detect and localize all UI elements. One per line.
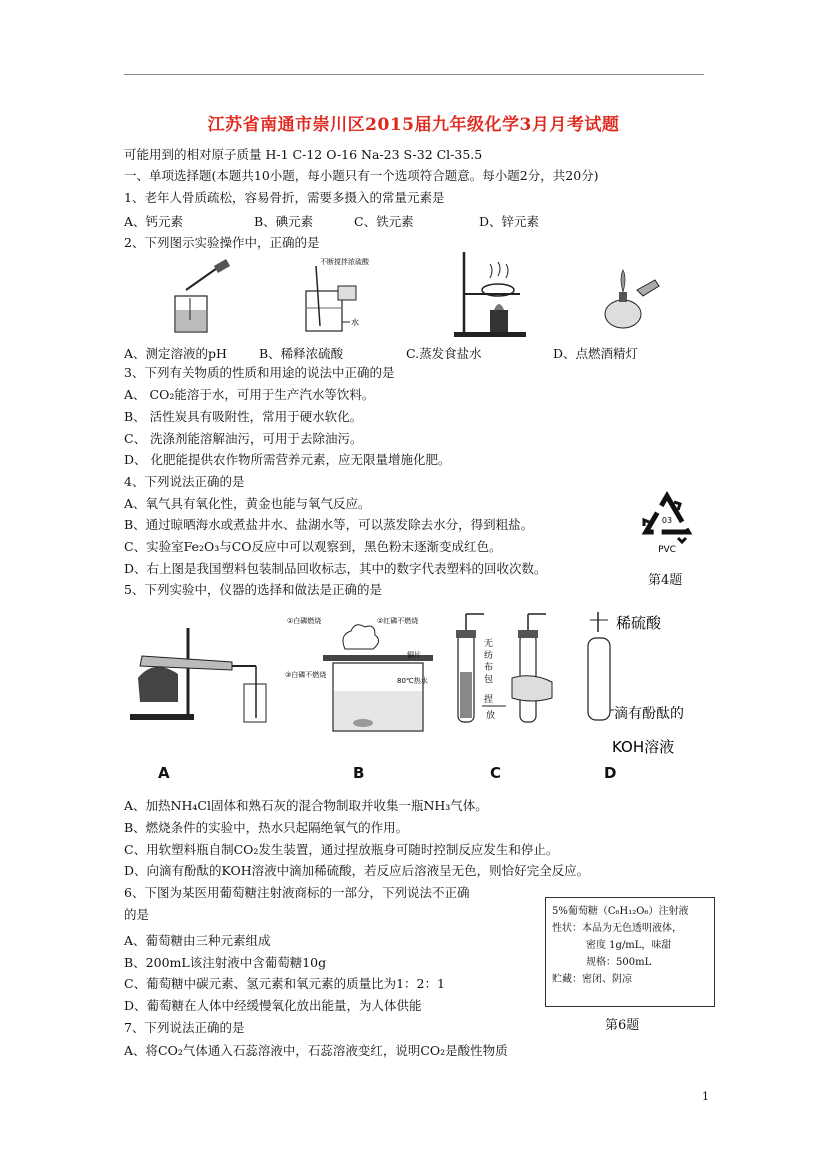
q6-stem: 6、下图为某医用葡萄糖注射液商标的一部分，下列说法不正确 <box>124 885 470 900</box>
atomic-masses: 可能用到的相对原子质量 H-1 C-12 O-16 Na-23 S-32 Cl-35.5 <box>124 147 483 162</box>
q3-stem: 3、下列有关物质的性质和用途的说法中正确的是 <box>124 365 395 380</box>
q5-fig-c-label-3: 放 <box>486 711 496 721</box>
q5-option-d: D、向滴有酚酞的KOH溶液中滴加稀硫酸，若反应后溶液呈无色，则恰好完全反应。 <box>124 863 590 878</box>
q5-fig-d-label-1: 稀硫酸 <box>616 614 662 632</box>
q5-fig-b-label-2: ②红磷不燃烧 <box>377 617 419 625</box>
q2-fig-b-water: 水 <box>351 318 359 327</box>
q5-fig-c-char: 布 <box>484 663 494 673</box>
q5-option-c: C、用软塑料瓶自制CO₂发生装置，通过捏放瓶身可随时控制反应发生和停止。 <box>124 842 559 857</box>
q2-figure-a-ph <box>160 258 250 338</box>
q5-fig-c-label-1: 无 <box>484 639 494 649</box>
q5-fig-d-label-2: 滴有酚酞的 <box>614 706 684 722</box>
q5-figure-a <box>128 618 278 723</box>
q5-fig-b-label-4: ③白磷不燃烧 <box>285 671 327 679</box>
q1-option-c: C、铁元素 <box>354 214 414 229</box>
q7-stem: 7、下列说法正确的是 <box>124 1020 245 1035</box>
q5-figure-label-a: A <box>158 764 170 782</box>
q1-stem: 1、老年人骨质疏松，容易骨折，需要多摄入的常量元素是 <box>124 190 445 205</box>
q5-stem: 5、下列实验中，仪器的选择和做法是正确的是 <box>124 582 382 597</box>
q2-figure-b-dilute <box>298 256 378 338</box>
q2-option-c: C.蒸发食盐水 <box>406 346 482 361</box>
q5-figure-d <box>580 610 705 770</box>
q3-option-d: D、 化肥能提供农作物所需营养元素，应无限量增施化肥。 <box>124 452 451 467</box>
q5-fig-b-label-3: 铜片 <box>407 651 421 659</box>
q1-options <box>124 212 539 230</box>
q2-option-b: B、稀释浓硫酸 <box>259 346 344 361</box>
q6-option-c: C、葡萄糖中碳元素、氢元素和氧元素的质量比为1：2：1 <box>124 976 445 991</box>
q2-option-a: A、测定溶液的pH <box>124 346 227 361</box>
q3-option-c: C、 洗涤剂能溶解油污，可用于去除油污。 <box>124 431 363 446</box>
q4-option-b: B、通过晾晒海水或煮盐井水、盐湖水等，可以蒸发除去水分，得到粗盐。 <box>124 517 534 532</box>
q1-option-b: B、碘元素 <box>254 214 314 229</box>
q5-option-a: A、加热NH₄Cl固体和熟石灰的混合物制取并收集一瓶NH₃气体。 <box>124 798 488 813</box>
section-heading: 一、单项选择题(本题共10小题，每小题只有一个选项符合题意。每小题2分，共20分) <box>124 168 599 183</box>
q5-fig-d-label-3: KOH溶液 <box>612 738 675 756</box>
q5-figure-b <box>285 615 455 733</box>
q2-fig-b-note: 不断搅拌浓硫酸 <box>320 258 369 266</box>
q6-option-d: D、葡萄糖在人体中经缓慢氧化放出能量，为人体供能 <box>124 998 422 1013</box>
q4-option-a: A、氧气具有氧化性，黄金也能与氧气反应。 <box>124 496 371 511</box>
q1-option-d: D、锌元素 <box>479 214 540 229</box>
glucose-label-box <box>545 897 715 1007</box>
glucose-label-line-4: 规格：500mL <box>586 957 652 968</box>
q5-fig-c-char: 纺 <box>484 651 494 661</box>
q6-option-a: A、葡萄糖由三种元素组成 <box>124 933 271 948</box>
page-number: 1 <box>702 1090 709 1103</box>
glucose-label-line-1: 5%葡萄糖（C₆H₁₂O₆）注射液 <box>552 906 689 917</box>
recycle-number: 03 <box>661 516 673 525</box>
q4-option-d: D、右上图是我国塑料包装制品回收标志，其中的数字代表塑料的回收次数。 <box>124 561 547 576</box>
recycle-text: PVC <box>658 545 676 555</box>
header-rule <box>124 74 704 75</box>
q2-figure-d-lamp <box>595 262 665 334</box>
glucose-label-line-2: 性状：本品为无色透明液体， <box>552 923 682 934</box>
q5-figure-label-b: B <box>353 764 365 782</box>
page-title: 江苏省南通市崇川区2015届九年级化学3月月考试题 <box>207 115 620 135</box>
q5-fig-c-label-2: 捏 <box>484 695 494 705</box>
q5-fig-b-label-1: ①白磷燃烧 <box>287 617 322 625</box>
q6-option-b: B、200mL该注射液中含葡萄糖10g <box>124 955 327 970</box>
q5-figure-label-c: C <box>490 764 502 782</box>
q1-option-a: A、钙元素 <box>124 214 184 229</box>
q2-options <box>124 344 638 362</box>
q4-caption: 第4题 <box>648 573 683 588</box>
q5-fig-c-char: 包 <box>484 675 494 685</box>
q4-stem: 4、下列说法正确的是 <box>124 474 245 489</box>
q3-option-a: A、 CO₂能溶于水，可用于生产汽水等饮料。 <box>124 387 375 402</box>
q2-figure-c-evaporate <box>450 248 530 340</box>
q2-stem: 2、下列图示实验操作中，正确的是 <box>124 235 320 250</box>
glucose-label-line-3: 密度 1g/mL，味甜 <box>586 940 672 951</box>
q3-option-b: B、 活性炭具有吸附性，常用于硬水软化。 <box>124 409 363 424</box>
q4-option-c: C、实验室Fe₂O₃与CO反应中可以观察到，黑色粉末逐渐变成红色。 <box>124 539 502 554</box>
q5-figure-label-d: D <box>604 764 617 782</box>
q6-stem-cont: 的是 <box>124 907 150 922</box>
q5-figure-c <box>450 612 560 727</box>
q2-option-d: D、点燃酒精灯 <box>553 346 639 361</box>
q5-fig-b-label-5: 80℃热水 <box>397 677 428 685</box>
q5-option-b: B、燃烧条件的实验中，热水只起隔绝氧气的作用。 <box>124 820 409 835</box>
q7-option-a: A、将CO₂气体通入石蕊溶液中，石蕊溶液变红，说明CO₂是酸性物质 <box>124 1043 508 1058</box>
glucose-label-line-5: 贮藏：密闭、阴凉 <box>552 974 632 985</box>
q6-caption: 第6题 <box>605 1018 640 1033</box>
recycle-logo <box>636 490 698 566</box>
